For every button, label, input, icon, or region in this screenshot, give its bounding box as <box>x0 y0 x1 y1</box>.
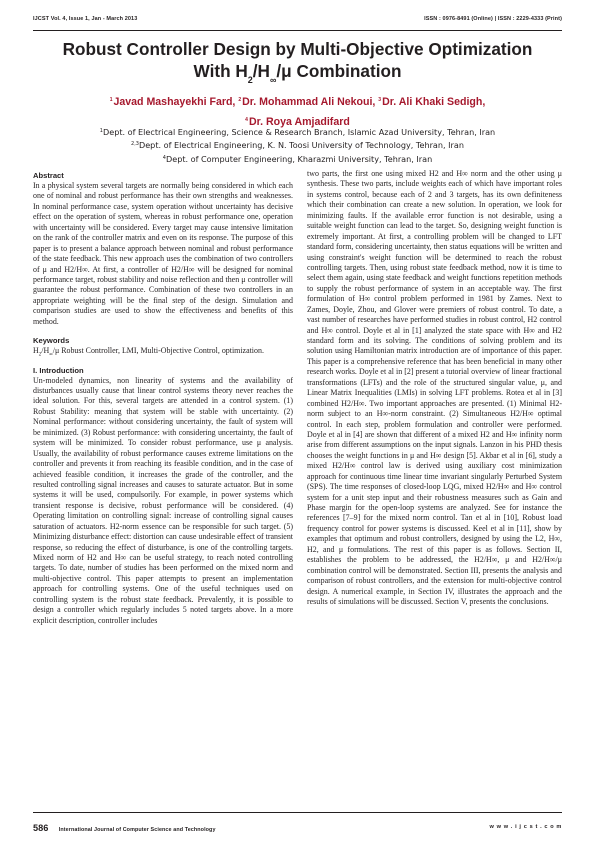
keywords-text: $H_2/H_\infty/\mu$ Robust Controller, LMI, Multi-Objective Control, optimization. <box>33 346 264 358</box>
right-column <box>307 169 562 842</box>
footer-rule <box>33 812 562 813</box>
author-name: Dr. Roya Amjadifard <box>248 116 350 128</box>
author-name: Dr. Ali Khaki Sedigh, <box>382 96 486 108</box>
affiliation-line: $^1$Dept. of Electrical Engineering, Science & Research Branch, Islamic Azad University, Tehran, Iran <box>99 127 496 137</box>
author-name: Dr. Mohammad Ali Nekoui, <box>242 96 376 108</box>
paper-title <box>25 38 570 86</box>
introduction-continued-text: two parts, the first one using mixed H2 and H∞ norm and the other using μ synthesis. These two parts, include weights each of which have important roles in systems control, because each of 2 and 3 targets, has its own definiteness which their combination can create a new solution. In operation, we look for minimizing faults. If the available error function is not desirable, using a suitable weight function can lead to the target. So, designing weight function is extremely important. At first, a controlling problem will be changed to LFT standard form, considering uncertainty, then status equations will be written and using constraint's weight function will be determined to reach the robust controlling targets. Then, using robust state feedback method, now it is time to select them again, using state feedback and weight functions repetition methods to supply the robust performance of system in an acceptable way. The first formulation of H∞ control problem performed in 1981 by Zames. Next to Zames, Doyle, Zhou, and Glover were premiers of robust control. To date, a vast number of researches have performed studies in robust control, H2 control and H∞ control. Doyle et al in [1] analyzed the state space with H∞ and H2 standard form and its solving. The conditions of solving problem and its solution using Hamiltonian matrix introduction are of importance of this paper. This paper is a comprehensive reference that has been beneficial in many other research works. Doyle et al in [2] present a tutorial overview of linear fractional transformations (LFTs) and the role of the structured singular value, μ, and Linear Matrix Inequalities (LMIs) in solving LFT problems. Rotea et al in [3] combined H2/H∞. Two important approaches are presented. (1) Minimal H2-norm subject to an H∞-norm constraint. (2) Simultaneous H2/H∞ optimal control. In each step, problem formulation and controller were performed. Doyle et al in [4] are shown that different of a mixed H2 and H∞ infinity norm arise from different assumptions on the input signals. Lanzon in his PHD thesis chooses the weight functions in μ and H∞ design [5]. Akbar et al in [6], study a mixed H2/H∞ control law is derived using auxiliary cost minimization approach for continuous time linear time invariant singularly Perturbed System (SPS). The time responses of closed-loop LQG, mixed H2/H∞ and H∞ control system for a unit step input and their robustness measures such as Gain and Phase margin for the open-loop systems are analyzed. See for instance the references [7–9] for the mixed norm control. Tan et al in [10], Robust load frequency control for power systems is discussed. Keel et al in [11], show by examples that optimum and robust controllers, designed by using the L2, H∞, H2, and μ formulations. The rest of this paper is as follows. Section II, establishes the problem to be addressed, the H2/H∞, μ and H2/H∞/μ combination control will be demonstrated. Section III, presents the analysis and comparison of robust controllers, and the extension for multi-objective control design. A numerical example, in Section IV, illustrates the approach and the results of simulations will be discussed. Section V, presents the conclusions. <box>307 169 562 606</box>
issn-label: ISSN : 0976-8491 (Online) | ISSN : 2229-4333 (Print) <box>424 16 562 22</box>
page-footer <box>33 818 562 836</box>
title-line-1: Robust Controller Design by Multi-Objective Optimization <box>62 39 533 59</box>
journal-url: w w w . i j c s t . c o m <box>489 824 562 830</box>
journal-issue-label: IJCST Vol. 4, Issue 1, Jan - March 2013 <box>33 16 138 22</box>
introduction-heading: I. Introduction <box>33 365 84 375</box>
page-number: 586 <box>33 823 49 833</box>
affiliation-line: $^4$Dept. of Computer Engineering, Kharazmi University, Tehran, Iran <box>162 153 433 164</box>
keywords-heading: Keywords <box>33 336 70 346</box>
left-column <box>33 170 293 843</box>
author-list: $^1$Javad Mashayekhi Fard, $^2$Dr. Mohammad Ali Nekoui, $^3$Dr. Ali Khaki Sedigh, $^4$Dr. Roya Amjadifard <box>109 96 486 128</box>
running-header <box>33 14 562 24</box>
affiliation-line: $^{2,3}$Dept. of Electrical Engineering, K. N. Toosi University of Technology, Tehran, Iran <box>131 140 464 151</box>
abstract-text: In a physical system several targets are normally being considered in which each one of nominal and robust performance has their own strengths and weaknesses. In nominal performance case, system operation without uncertainty has decisive effect on the operation of system, whereas in robust performance one, operation with uncertainty will be considered. Every target may cause intensive limitation on the rank of the controller matrix and even on its response. The purpose of this paper is to present a balance approach between nominal and robust performance of the state feedback. This new approach uses the combination of two controllers of μ and H2/H∞. At first, a controller of H2/H∞ will be designed for nominal performance target, robust stability and noise reflection and then μ controller will guarantee the robust performance. Combination of these two controllers in an appropriate weighting will be the final step of the design. Simulation and comparison studies are used to show the effectiveness and benefits of this method. <box>33 181 293 326</box>
abstract-heading: Abstract <box>33 171 64 180</box>
title-line-2: With $H_2/H_\infty/\mu$ Combination <box>193 61 402 86</box>
introduction-text: Un-modeled dynamics, non linearity of systems and the availability of disturbances usually cause that linear control systems theory never reaches the ideal solution. For this, several targets are attended in a control system. (1) Robust Stability: meaning that system will be stable with uncertainty. (2) Nominal performance: without considering uncertainty, the fault of system will be minimized. (3) Robust performance: with considering uncertainty, the fault of system will be minimized. To consider robust performance, use μ analysis. Usually, the availability of robust performance causes extreme limitations on the controller and prevents it from reaching its feasible condition, and in the case of achieved feasible condition, it increases the grade of the controller, and the resulted controlling signal increases and causes to saturate actuator. But in some systems it will be used, compulsorily. For example, in power systems which transient response is decisive, robust performance will be considered. (4) Operating limitation on controlling signal: increase of controlling signal causes saturation of actuators. H2-norm essence can be responsible for such target. (5) Minimizing disturbance effect: distortion can cause undesirable effect of transient response, so reducing the effect of disturbance, is one of the controlling targets. Mixed norm of H2 and H∞ can be useful strategy, to reach noted controlling targets. To date, number of studies has been performed on the mixed norm and multi-objective control. This paper attempts to present an implementation approach for controlling systems. One of the useful techniques used on controlling system is the robust state feedback. Prevalently, it is possible to design a controller which regularly includes 5 noted targets above. In a more explicit description, controller includes <box>33 375 293 625</box>
header-rule <box>33 30 562 31</box>
affiliation-list <box>25 125 570 165</box>
journal-name: International Journal of Computer Science and Technology <box>58 827 216 833</box>
author-name: Javad Mashayekhi Fard, <box>113 96 236 108</box>
